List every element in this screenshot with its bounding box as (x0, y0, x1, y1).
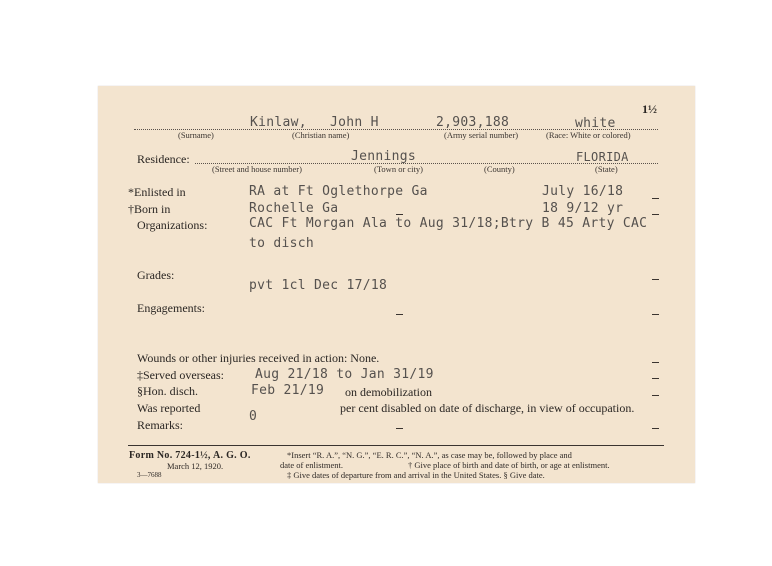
born-age: 18 9/12 yr (542, 201, 624, 216)
hon-disch-label: §Hon. disch. (137, 384, 198, 398)
service-record-card (98, 86, 695, 483)
christian-name-caption: (Christian name) (292, 130, 350, 140)
corner-mark: 1½ (642, 102, 657, 116)
reported-value: 0 (249, 409, 258, 424)
town-caption: (Town or city) (374, 164, 423, 174)
enlisted-dash (652, 198, 659, 199)
surname-value: Kinlaw, (250, 115, 307, 130)
street-caption: (Street and house number) (212, 164, 302, 174)
organizations-line-2: to disch (249, 236, 315, 251)
served-overseas-label: ‡Served overseas: (137, 368, 224, 382)
print-code: 3—7688 (137, 471, 162, 479)
enlisted-value: RA at Ft Oglethorpe Ga (249, 184, 428, 199)
town-value: Jennings (351, 149, 417, 164)
hon-disch-dash (652, 395, 659, 396)
footnote-overseas: ‡ Give dates of departure from and arrival in the United States. § Give date. (287, 470, 545, 480)
reported-label: Was reported (137, 401, 201, 415)
state-value: FLORIDA (576, 150, 629, 164)
serial-number-value: 2,903,188 (436, 115, 510, 130)
residence-label: Residence: (137, 152, 190, 166)
race-caption: (Race: White or colored) (546, 130, 631, 140)
hon-disch-note: on demobilization (345, 385, 432, 399)
county-caption: (County) (484, 164, 515, 174)
remarks-dash (396, 428, 403, 429)
born-value: Rochelle Ga (249, 201, 339, 216)
grades-label: Grades: (137, 268, 175, 282)
remarks-dash-right (652, 428, 659, 429)
served-overseas-value: Aug 21/18 to Jan 31/19 (255, 367, 434, 382)
reported-text: per cent disabled on date of discharge, in view of occupation. (340, 401, 635, 415)
footnote-enlistment: *Insert “R. A.”, “N. G.”, “E. R. C.”, “N. A.”, as case may be, followed by place and (287, 450, 572, 460)
hon-disch-value: Feb 21/19 (251, 383, 325, 398)
state-caption: (State) (595, 164, 618, 174)
born-age-dash (652, 214, 659, 215)
engagements-label: Engagements: (137, 301, 205, 315)
organizations-line-1: CAC Ft Morgan Ala to Aug 31/18;Btry B 45 Arty CAC (249, 216, 648, 231)
surname-caption: (Surname) (178, 130, 214, 140)
grades-value: pvt 1cl Dec 17/18 (249, 278, 388, 293)
grades-dash (652, 279, 659, 280)
serial-number-caption: (Army serial number) (444, 130, 519, 140)
remarks-label: Remarks: (137, 418, 183, 432)
enlisted-date: July 16/18 (542, 184, 624, 199)
enlisted-label: *Enlisted in (128, 185, 186, 199)
born-dash (396, 214, 403, 215)
wounds-dash (652, 362, 659, 363)
footer-rule (128, 445, 664, 446)
footnote-enlistment-cont: date of enlistment. (280, 460, 344, 470)
served-overseas-dash (652, 378, 659, 379)
form-number: Form No. 724-1½, A. G. O. (129, 450, 251, 461)
race-value: white (575, 116, 616, 131)
wounds-label: Wounds or other injuries received in action: None. (137, 351, 380, 365)
organizations-label: Organizations: (137, 218, 208, 232)
engagements-dash (396, 314, 403, 315)
christian-name-value: John H (330, 115, 379, 130)
engagements-dash-right (652, 314, 659, 315)
form-date: March 12, 1920. (167, 461, 224, 471)
footnote-birth: † Give place of birth and date of birth, or age at enlistment. (408, 460, 610, 470)
born-label: †Born in (128, 202, 171, 216)
